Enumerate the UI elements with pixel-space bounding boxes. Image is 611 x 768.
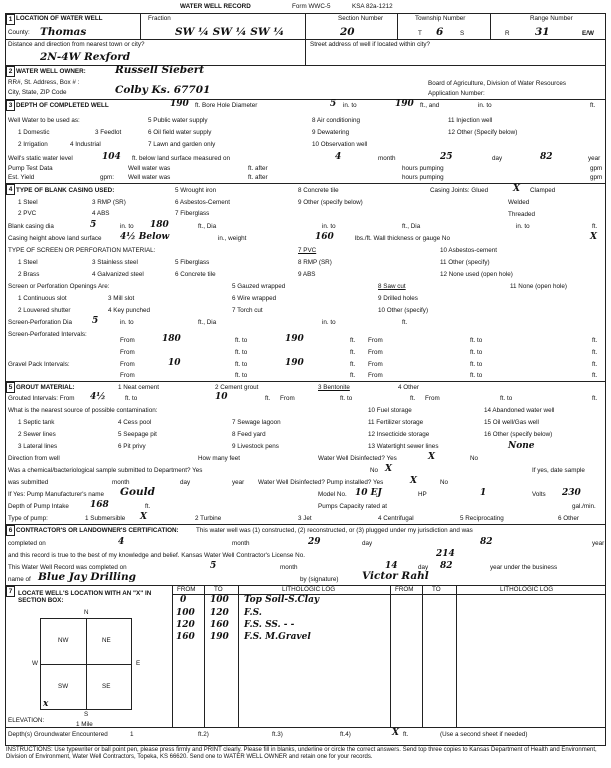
log-row-desc: F.S. M.Gravel bbox=[244, 632, 311, 642]
opening-saw-cut-selected: 8 Saw cut bbox=[378, 283, 406, 290]
pump-hp-value: 1 bbox=[480, 488, 487, 498]
bore-label: ft. Bore Hole Diameter bbox=[195, 102, 258, 109]
log-row-desc: F.S. bbox=[244, 608, 262, 618]
pump-model-value: 10 EJ bbox=[355, 488, 382, 498]
township-dir: S bbox=[460, 30, 465, 37]
county-label: County: bbox=[8, 29, 30, 36]
log-row-to: 160 bbox=[210, 620, 229, 630]
board-label: Board of Agriculture, Division of Water Resources bbox=[428, 80, 567, 87]
completed-year-value: 82 bbox=[480, 537, 493, 547]
grouted-to-value: 10 bbox=[215, 392, 228, 402]
log-row-to: 120 bbox=[210, 608, 229, 618]
fraction-label: Fraction bbox=[148, 15, 171, 22]
form-number: Form WWC-5 bbox=[292, 3, 331, 10]
weight-value: 160 bbox=[315, 232, 334, 242]
static-month: 4 bbox=[335, 152, 342, 162]
record-year-value: 82 bbox=[440, 561, 453, 571]
fraction-value: SW ¼ SW ¼ SW ¼ bbox=[175, 26, 285, 38]
well-location-mark: x bbox=[43, 699, 49, 709]
section-6-number: 6 bbox=[6, 525, 15, 536]
screen-pvc-selected: 7 PVC bbox=[298, 247, 317, 254]
perf-from-value: 180 bbox=[162, 334, 181, 344]
static-label: Well's static water level bbox=[8, 155, 73, 162]
log-row-from: 160 bbox=[176, 632, 195, 642]
grout-bentonite-selected: 3 Bentonite bbox=[318, 384, 350, 391]
range-label: Range Number bbox=[530, 15, 573, 22]
city-label: City, State, ZIP Code bbox=[8, 89, 67, 96]
grouted-from-value: 4½ bbox=[90, 392, 106, 402]
section-7-number: 7 bbox=[6, 586, 15, 597]
township-t: T bbox=[418, 30, 422, 37]
township-value: 6 bbox=[436, 26, 444, 38]
owner-value: Russell Siebert bbox=[115, 64, 205, 76]
bore-to-value: 190 bbox=[395, 99, 414, 109]
static-year: 82 bbox=[540, 152, 553, 162]
completed-day-value: 29 bbox=[308, 537, 321, 547]
license-number-value: 214 bbox=[436, 549, 455, 559]
section-2-number: 2 bbox=[6, 66, 15, 77]
city-value: Colby Ks. 67701 bbox=[115, 84, 211, 96]
county-value: Thomas bbox=[40, 26, 87, 38]
record-month-value: 5 bbox=[210, 561, 217, 571]
log-row-from: 120 bbox=[176, 620, 195, 630]
township-label: Township Number bbox=[415, 15, 466, 22]
business-name-value: Blue Jay Drilling bbox=[38, 571, 136, 583]
blank-dia-value: 5 bbox=[90, 220, 97, 230]
height-value: 4½ Below bbox=[120, 232, 170, 242]
static-value: 104 bbox=[102, 152, 121, 162]
pump-intake-value: 168 bbox=[90, 500, 109, 510]
depth-value: 190 bbox=[170, 99, 189, 109]
form-statute: KSA 82a-1212 bbox=[352, 3, 393, 10]
gravel-to-value: 190 bbox=[285, 358, 304, 368]
section-1-number: 1 bbox=[6, 14, 15, 25]
range-dir: E/W bbox=[582, 30, 594, 37]
section-4-number: 4 bbox=[6, 184, 15, 195]
instructions: INSTRUCTIONS: Use typewriter or ball point pen, please press firmly and PRINT clearly. Please fill in blanks, underline or circle the correct answers. Send top three copies to Kansas Department of Health and Environment, Division of Environment, Water Well Contractors, Topeka, KS 66620. Send one to WATER WELL OWNER and retain one for your records. bbox=[6, 747, 597, 760]
water-well-record-form: WATER WELL RECORD Form WWC-5 KSA 82a-1212 1 LOCATION OF WATER WELL County: Thomas Fraction SW ¼ SW ¼ SW ¼ Section Number 20 Township Number T 6 S Range Number R 31 E/W Distance and direction from nearest town or city? 2N-4W Rexford Street address of well if located within city? 2 WATER WELL OWNER: Russell Siebert RR#, St. Address, Box # : City, State, ZIP Code Colby Ks. 67701 Board of Agriculture, Division of Water Resources Application Number: 3 DEPTH OF COMPLETED WELL 190 ft. Bore Hole Diameter 5 in. to 190 ft., and in. to ft. Well Water to be used as: 1 Domestic 3 Feedlot 5 Public water supply 8 Air conditioning 11 Injection well 2 Irrigation 4 Industrial 6 Oil field water supply 9 Dewatering 12 Other (Specify below) 7 Lawn and garden only 10 Observation well Well's static water level 104 ft. below land surface measured on 4 month 25 day 82 year Pump Test Data Well water was ft. after hours pumping gpm Est. Yield gpm: Well water was ft. after hours pumping gpm 4 TYPE OF BLANK CASING USED: 1 Steel 3 RMP (SR) 5 Wrought iron 6 Asbestos-Cement 7 Fiberglass 8 Concrete tile 9 Other (specify below) 2 PVC 4 ABS Casing Joints: Glued X Clamped Welded Threaded Blank casing dia 5 in. to 180 ft., Dia in. to ft., Dia in. to ft. Casing height above land surface 4½ Below in., weight 160 lbs./ft. Wall thickness or gauge No X TYPE OF SCREEN OR PERFORATION MATERIAL: 1 Steel 3 Stainless steel 5 Fiberglass 7 PVC 10 Asbestos-cement 2 Brass 4 Galvanized steel 6 Concrete tile 8 RMP (SR) 11 Other (specify) 9 ABS 12 None used (open hole) Screen or Perforation Openings Are: 1 Continuous slot 3 Mill slot 5 Gauzed wrapped 8 Saw cut 11 None (open hole) 2 Louvered shutter 4 Key punched 6 Wire wrapped 7 Torch cut 9 Drilled holes 10 Other (specify) Screen-Perforation Dia 5 in. to ft., Dia in. to ft. Screen-Perforated Intervals: From 180 ft. to 190 ft. From ft. to ft. From ft. to ft. From ft. to ft. Gravel Pack Intervals: From 10 ft. to 190 ft. From ft. to ft. From ft. to ft. From ft. to ft. 5 GROUT MATERIAL: 1 Neat cement 2 Cement grout 3 Bentonite 4 Other Grouted Intervals: From 4½ ft. to 10 ft. From ft. to ft. From ft. to ft. What is the nearest source of possible contamination: 1 Septic tank 4 Cess pool 7 Sewage lagoon 10 Fuel storage 14 Abandoned water well 2 Sewer lines 5 Seepage pit 8 Feed yard 11 Fertilizer storage 15 Oil well/Gas well 3 Lateral lines 6 Pit privy 9 Livestock pens 12 Insecticide storage 13 Watertight sewer lines 16 Other (specify below) None Direction from well How many feet Water Well Disinfected? Yes X No Was a chemical/bacteriological sample submitted to Department? Yes X No If yes, date sample was submitted month day year Water Well Disinfected? Pump installed? Yes X No If Yes: Pump Manufacturer's name Gould Model No. 10 EJ HP 1 Volts 230 Depth of Pump Intake 168 ft. Pumps Capacity rated at gal./min. Type of pump: 1 Submersible X 2 Turbine 3 Jet 4 Centrifugal 5 Reciprocating 6 Other 6 CONTRACTOR'S OR LANDOWNER'S CERTIFICATION: This water well was (1) constructed, (2) reconstructed, or (3) plugged under my jurisdiction and was completed on 4 month 29 day 82 year and this record is true to the best of my knowledge and belief. Kansas Water Well Contractor's License No. 214 This Water Well Record was completed on 5 month 14 day 82 year under the business name of Blue Jay Drilling by (signature) Victor Rahl 7 LOCATE WELL'S LOCATION WITH AN "X" IN SECTION BOX: N S E W NW NE SW SE x 1 Mile FROM TO LITHOLOGIC LOG FROM TO LITHOLOGIC LOG 0 100 Top Soil-S.Clay 100 120 F.S. 120 160 F.S. SS. - - 160 190 F.S. M.Gravel ELEVATION: Depth(s) Groundwater Encountered 1 ft.2) ft.3) ft.4) X ft. (Use a second sheet if needed) INSTRUCTIONS: Use typewriter or ball point pen, please press firmly and PRINT clearly. Please fill in blanks, underline or circle the correct answers. Send top three copies to Kansas Department of Health and Environment, Division of Environment, Water Well Contractors, Topeka, KS 66620. Send one to WATER WELL OWNER and retain one for your records. bbox=[6, 3, 605, 760]
locate-label: LOCATE WELL'S LOCATION WITH AN "X" IN SECTION BOX: bbox=[18, 590, 152, 605]
bore-value: 5 bbox=[330, 99, 337, 109]
pump-volts-value: 230 bbox=[562, 488, 581, 498]
street-label: Street address of well if located within city? bbox=[310, 41, 431, 48]
signature: Victor Rahl bbox=[362, 570, 429, 582]
range-r: R bbox=[505, 30, 510, 37]
use-domestic: 1 Domestic bbox=[18, 129, 50, 136]
log-row-from: 100 bbox=[176, 608, 195, 618]
log-row-to: 100 bbox=[210, 595, 229, 605]
perf-to-value: 190 bbox=[285, 334, 304, 344]
owner-label: WATER WELL OWNER: bbox=[16, 68, 86, 75]
address-label: RR#, St. Address, Box # : bbox=[8, 79, 80, 86]
use-label: Well Water to be used as: bbox=[8, 117, 80, 124]
range-value: 31 bbox=[535, 26, 550, 38]
log-row-to: 190 bbox=[210, 632, 229, 642]
log-row-desc: F.S. SS. - - bbox=[244, 620, 295, 630]
certification-text: This water well was (1) constructed, (2) reconstructed, or (3) plugged under my jurisdiction and was bbox=[196, 527, 473, 534]
distance-label: Distance and direction from nearest town or city? bbox=[8, 41, 145, 48]
perf-dia-value: 5 bbox=[92, 316, 99, 326]
section-label: Section Number bbox=[338, 15, 384, 22]
log-row-desc: Top Soil-S.Clay bbox=[244, 595, 320, 605]
record-day-value: 14 bbox=[385, 561, 398, 571]
application-number-label: Application Number: bbox=[428, 90, 485, 97]
section-5-number: 5 bbox=[6, 382, 15, 393]
blank-to-value: 180 bbox=[150, 220, 169, 230]
location-label: LOCATION OF WATER WELL bbox=[16, 15, 103, 22]
gravel-from-value: 10 bbox=[168, 358, 181, 368]
log-row-from: 0 bbox=[180, 595, 187, 605]
section-3-number: 3 bbox=[6, 100, 15, 111]
depth-label: DEPTH OF COMPLETED WELL bbox=[16, 102, 109, 109]
section-value: 20 bbox=[340, 26, 355, 38]
completed-month-value: 4 bbox=[118, 537, 125, 547]
form-title: WATER WELL RECORD bbox=[180, 3, 251, 10]
pump-manufacturer-value: Gould bbox=[120, 486, 155, 498]
distance-value: 2N-4W Rexford bbox=[40, 51, 131, 63]
static-day: 25 bbox=[440, 152, 453, 162]
contamination-other-value: None bbox=[508, 441, 535, 451]
